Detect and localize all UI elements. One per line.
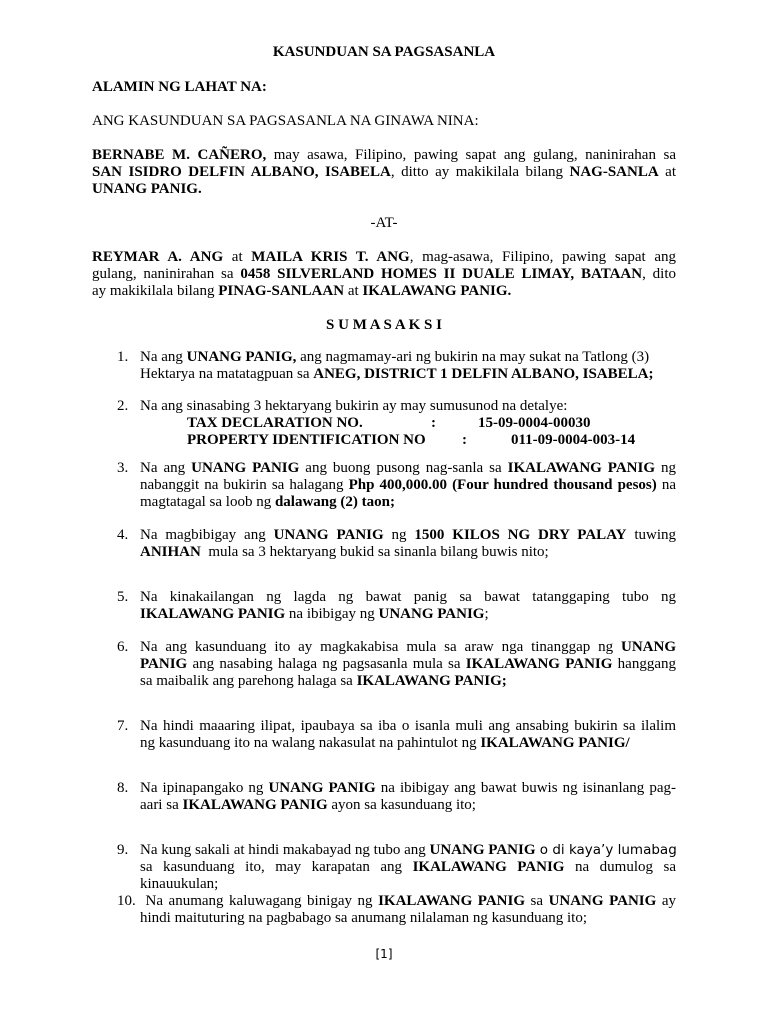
item1-line2: Hektarya na matatagpuan sa ANEG, DISTRICT 1 DELFIN ALBANO, ISABELA; <box>140 366 654 382</box>
party1-name: BERNABE M. CAÑERO, <box>92 147 267 163</box>
party2-name1: REYMAR A. ANG <box>92 249 224 265</box>
item3-line1: Na ang UNANG PANIG ang buong pusong nag-sanla sa IKALAWANG PANIG ng <box>140 460 677 476</box>
document-title: KASUNDUAN SA PAGSASANLA <box>272 44 496 60</box>
party1-role: NAG-SANLA <box>569 164 659 180</box>
item-number: 1. <box>117 349 129 365</box>
item-number: 8. <box>117 780 129 796</box>
item6-line1: Na ang kasunduang ito ay magkakabisa mula sa araw nga tinanggap ng UNANG <box>140 639 676 655</box>
item3-line2: nabanggit na bukirin sa halagang Php 400,000.00 (Four hundred thousand pesos) na <box>140 477 676 493</box>
party2-address: 0458 SILVERLAND HOMES II DUALE LIMAY, BATAAN <box>240 266 643 282</box>
item3-line3: magtatagal sa loob ng dalawang (2) taon; <box>140 494 395 510</box>
party2-line1: REYMAR A. ANG at MAILA KRIS T. ANG, mag-asawa, Filipino, pawing sapat ang <box>92 249 676 265</box>
item-number: 10. <box>117 893 136 909</box>
item5-line2: IKALAWANG PANIG na ibibigay ng UNANG PANIG; <box>140 606 489 622</box>
item-number: 3. <box>117 460 129 476</box>
party1-line1: BERNABE M. CAÑERO, may asawa, Filipino, pawing sapat ang gulang, naninirahan sa <box>92 147 676 163</box>
item1-line1: Na ang UNANG PANIG, ang nagmamay-ari ng bukirin na may sukat na Tatlong (3) <box>140 349 650 365</box>
item4-line2: ANIHAN mula sa 3 hektaryang bukid sa sinanla bilang buwis nito; <box>140 544 549 560</box>
separator: -AT- <box>370 215 398 231</box>
party1-panig: UNANG PANIG. <box>92 181 202 197</box>
party1-line2: SAN ISIDRO DELFIN ALBANO, ISABELA, ditto ay makikilala bilang NAG-SANLA at <box>92 164 677 180</box>
item-number: 7. <box>117 718 129 734</box>
item9-line1: Na kung sakali at hindi makabayad ng tubo ang UNANG PANIG o di kaya’y lumabag <box>140 842 677 858</box>
page-number: [1] <box>375 947 393 961</box>
item9-line3: kinauukulan; <box>140 876 219 892</box>
item2-line1: Na ang sinasabing 3 hektaryang bukirin ay may sumusunod na detalye: <box>140 398 568 414</box>
item6-line2: PANIG ang nasabing halaga ng pagsasanla mula sa IKALAWANG PANIG hanggang <box>140 656 676 672</box>
tax-declaration-value: 15-09-0004-00030 <box>478 415 591 431</box>
party2-role: PINAG-SANLAAN <box>218 283 345 299</box>
item7-line2: ng kasunduang ito na walang nakasulat na pahintulot ng IKALAWANG PANIG/ <box>140 735 630 751</box>
item6-line3: sa maibalik ang parehong halaga sa IKALAWANG PANIG; <box>140 673 507 689</box>
item7-line1: Na hindi maaaring ilipat, ipaubaya sa iba o isanla muli ang ansabing bukirin sa ilalim <box>140 718 676 734</box>
tax-declaration-label: TAX DECLARATION NO. <box>187 415 363 431</box>
intro-line: ANG KASUNDUAN SA PAGSASANLA NA GINAWA NINA: <box>92 113 479 129</box>
party1-address: SAN ISIDRO DELFIN ALBANO, ISABELA <box>92 164 391 180</box>
item-number: 4. <box>117 527 129 543</box>
party2-line2: gulang, naninirahan sa 0458 SILVERLAND HOMES II DUALE LIMAY, BATAAN, dito <box>92 266 677 282</box>
item-number: 2. <box>117 398 129 414</box>
item8-line2: aari sa IKALAWANG PANIG ayon sa kasunduang ito; <box>140 797 476 813</box>
party2-panig: IKALAWANG PANIG. <box>362 283 512 299</box>
tax-declaration-colon: : <box>431 415 436 431</box>
pin-label: PROPERTY IDENTIFICATION NO <box>187 432 426 448</box>
item10-line2: hindi maituturing na pagbabago sa anumang nilalaman ng kasunduang ito; <box>140 910 587 926</box>
item4-line1: Na magbibigay ang UNANG PANIG ng 1500 KILOS NG DRY PALAY tuwing <box>140 527 677 543</box>
opening-line: ALAMIN NG LAHAT NA: <box>92 79 267 95</box>
section-heading: S U M A S A K S I <box>326 317 442 333</box>
pin-colon: : <box>462 432 467 448</box>
party2-name2: MAILA KRIS T. ANG <box>251 249 410 265</box>
item-number: 9. <box>117 842 129 858</box>
item-number: 6. <box>117 639 129 655</box>
party2-line3: ay makikilala bilang PINAG-SANLAAN at IKALAWANG PANIG. <box>92 283 512 299</box>
item9-line2: sa kasunduang ito, may karapatan ang IKALAWANG PANIG na dumulog sa <box>140 859 676 875</box>
item5-line1: Na kinakailangan ng lagda ng bawat panig sa bawat tatanggaping tubo ng <box>140 589 676 605</box>
pin-value: 011-09-0004-003-14 <box>511 432 636 448</box>
item10-line1: Na anumang kaluwagang binigay ng IKALAWANG PANIG sa UNANG PANIG ay <box>140 893 676 909</box>
item8-line1: Na ipinapangako ng UNANG PANIG na ibibigay ang bawat buwis ng isinanlang pag- <box>140 780 676 796</box>
item-number: 5. <box>117 589 129 605</box>
